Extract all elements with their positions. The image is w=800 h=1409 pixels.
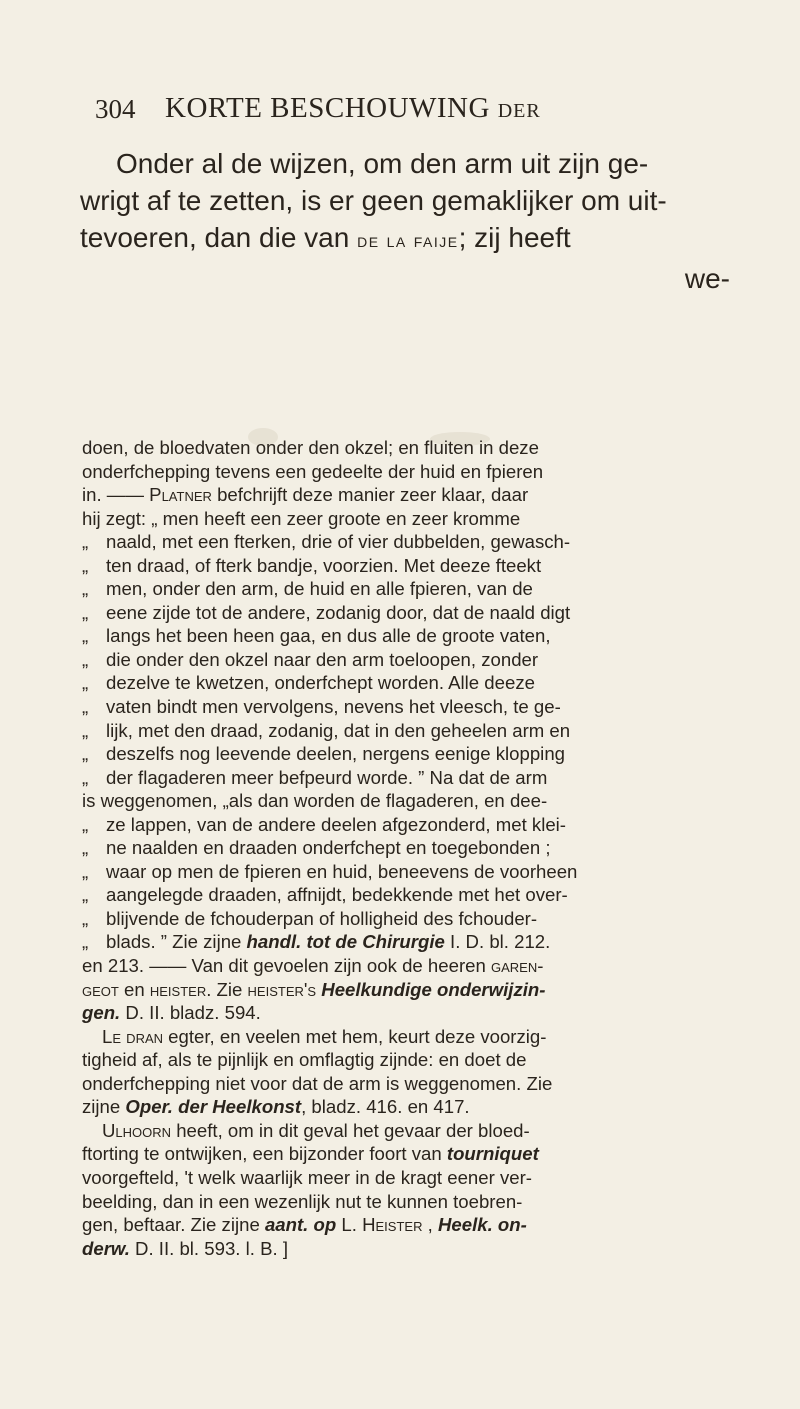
text-line: geot en heister. Zie heister's Heelkundige onderwijzin- bbox=[82, 978, 546, 1000]
quoted-line: „ der flagaderen meer befpeurd worde. ” Na dat de arm bbox=[82, 766, 548, 788]
quoted-line: „ eene zijde tot de andere, zodanig door, dat de naald digt bbox=[82, 601, 571, 623]
quoted-line: „ lijk, met den draad, zodanig, dat in den geheelen arm en bbox=[82, 719, 571, 741]
quoted-line: „ waar op men de fpieren en huid, beneevens de voorheen bbox=[82, 860, 578, 882]
quoted-line: „ men, onder den arm, de huid en alle fpieren, van de bbox=[82, 578, 533, 600]
text-line: Le dran egter, en veelen met hem, keurt deze voorzig- bbox=[102, 1025, 547, 1047]
text-line: en 213. —— Van dit gevoelen zijn ook de heeren garen- bbox=[82, 955, 544, 977]
text-line: is weggenomen, „als dan worden de flagaderen, en dee- bbox=[82, 790, 548, 812]
quoted-line: „ blads. ” Zie zijne handl. tot de Chirurgie I. D. bl. 212. bbox=[82, 931, 551, 953]
text-line: in. —— Platner befchrijft deze manier zeer klaar, daar bbox=[82, 484, 529, 506]
text-line: doen, de bloedvaten onder den okzel; en fluiten in deze bbox=[82, 437, 539, 458]
text-line: gen. D. II. bladz. 594. bbox=[82, 1002, 261, 1024]
text-line: onderfchepping niet voor dat de arm is weggenomen. Zie bbox=[82, 1072, 553, 1094]
quoted-line: „ aangelegde draaden, affnijdt, bedekkende met het over- bbox=[82, 884, 568, 906]
lead-paragraph bbox=[80, 145, 740, 297]
text-line: Ulhoorn heeft, om in dit geval het gevaar der bloed- bbox=[102, 1119, 530, 1141]
text-line: Onder al de wijzen, om den arm uit zijn ge- bbox=[116, 148, 649, 179]
text-line: onderfchepping tevens een gedeelte der huid en fpieren bbox=[82, 460, 544, 482]
text-line: zijne Oper. der Heelkonst, bladz. 416. en 417. bbox=[82, 1096, 470, 1118]
text-line: hij zegt: „ men heeft een zeer groote en zeer kromme bbox=[82, 507, 521, 529]
text-line: wrigt af te zetten, is er geen gemaklijker om uit- bbox=[80, 185, 667, 216]
quoted-line: „ die onder den okzel naar den arm toeloopen, zonder bbox=[82, 648, 539, 670]
quoted-line: „ ze lappen, van de andere deelen afgezonderd, met klei- bbox=[82, 813, 566, 835]
quoted-line: „ blijvende de fchouderpan of holligheid des fchouder- bbox=[82, 907, 538, 929]
text-line: tigheid af, als te pijnlijk en omflagtig zijnde: en doet de bbox=[82, 1049, 527, 1071]
quoted-line: „ dezelve te kwetzen, onderfchept worden. Alle deeze bbox=[82, 672, 535, 694]
quoted-line: „ ten draad, of fterk bandje, voorzien. Met deeze fteekt bbox=[82, 554, 542, 576]
quoted-line: „ ne naalden en draaden onderfchept en toegebonden ; bbox=[82, 837, 551, 859]
page-number: 304 bbox=[95, 94, 136, 124]
catchword: we- bbox=[684, 263, 730, 294]
footnote-text bbox=[82, 436, 742, 1260]
quoted-line: „ naald, met een fterken, drie of vier dubbelden, gewasch- bbox=[82, 531, 571, 553]
page-header bbox=[95, 92, 735, 136]
text-line: beelding, dan in een wezenlijk nut te kunnen toebren- bbox=[82, 1190, 523, 1212]
quoted-line: „ vaten bindt men vervolgens, nevens het vleesch, te ge- bbox=[82, 696, 561, 718]
quoted-line: „ langs het been heen gaa, en dus alle de groote vaten, bbox=[82, 625, 551, 647]
text-line: gen, beftaar. Zie zijne aant. op L. Heister , Heelk. on- bbox=[82, 1214, 527, 1236]
text-line: tevoeren, dan die van de la faije; zij heeft bbox=[80, 222, 571, 253]
text-line: voorgefteld, 't welk waarlijk meer in de kragt eener ver- bbox=[82, 1166, 532, 1188]
text-line: derw. D. II. bl. 593. l. B. ] bbox=[82, 1237, 288, 1259]
text-line: ftorting te ontwijken, een bijzonder foort van tourniquet bbox=[82, 1143, 539, 1165]
running-title: KORTE BESCHOUWING DER bbox=[165, 92, 541, 124]
quoted-line: „ deszelfs nog leevende deelen, nergens eenige klopping bbox=[82, 743, 565, 765]
